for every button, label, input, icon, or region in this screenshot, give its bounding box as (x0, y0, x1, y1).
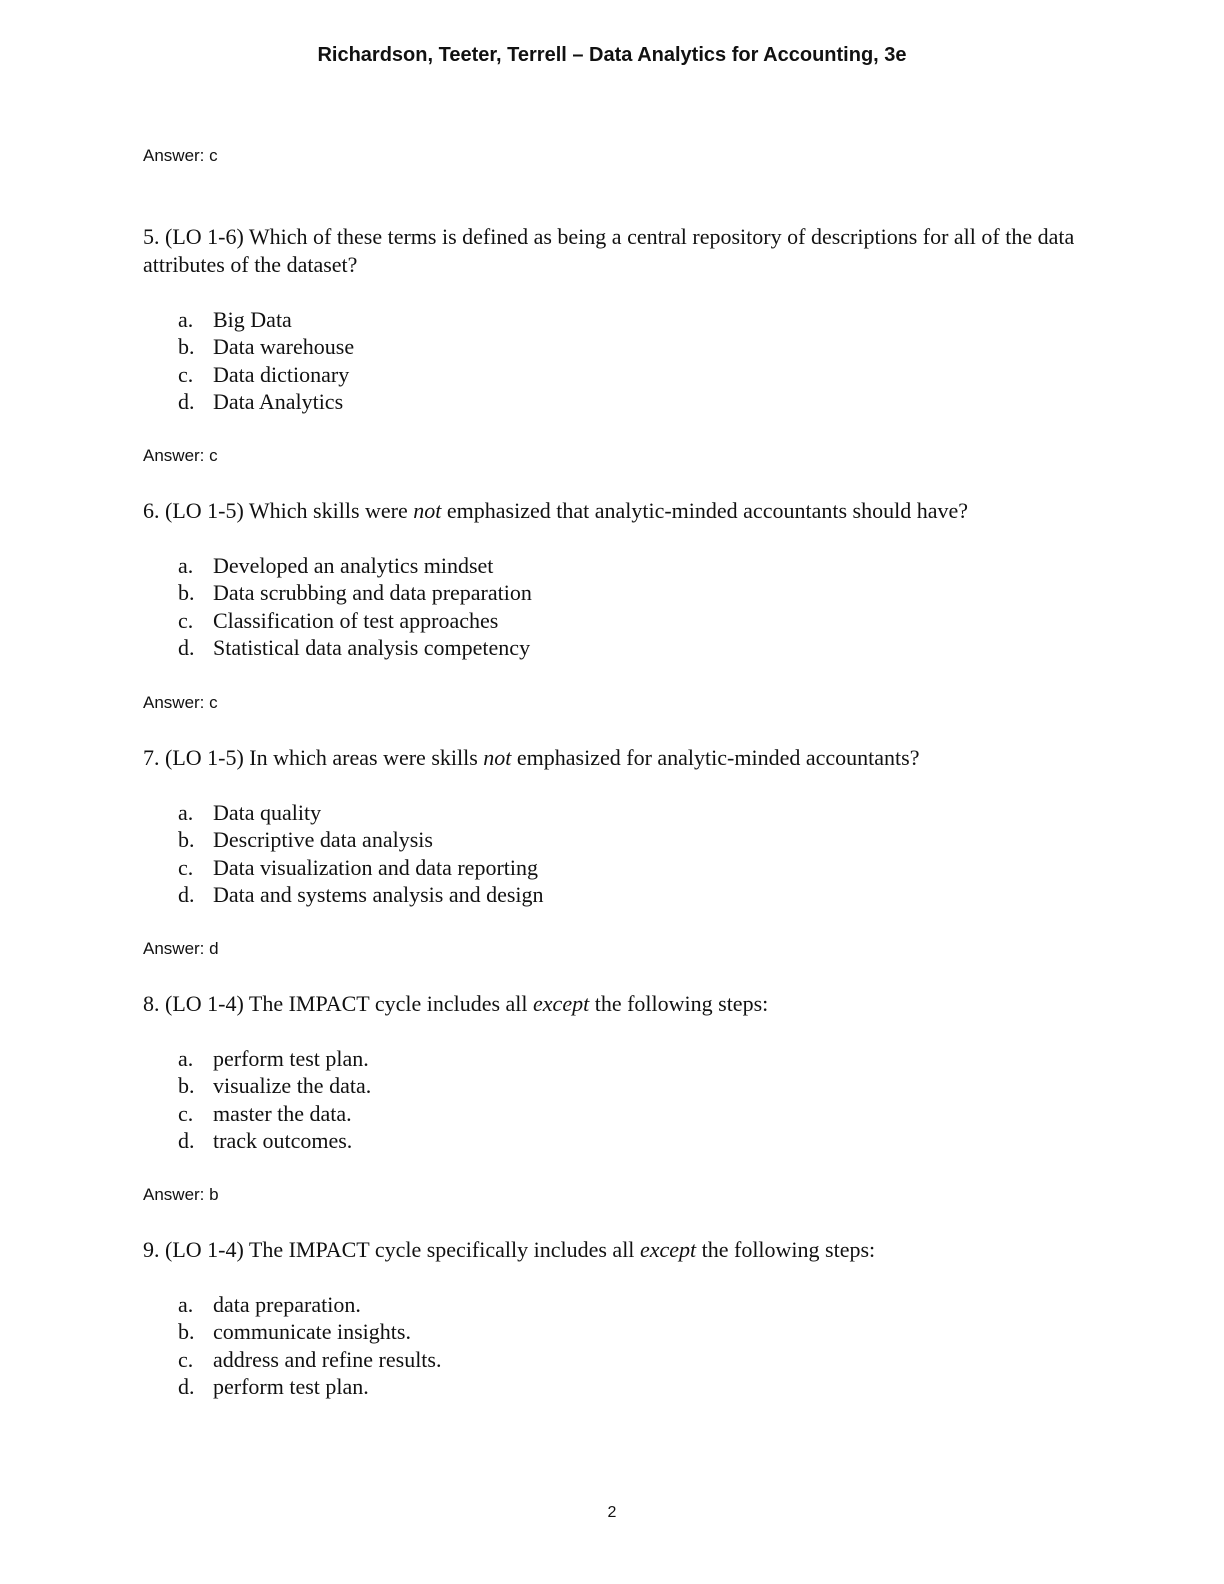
option-item (178, 361, 354, 388)
option-letter: b. (178, 827, 195, 853)
option-text: Data quality (213, 800, 322, 825)
option-text: address and refine results. (213, 1346, 442, 1372)
option-item (178, 1291, 441, 1318)
option-item (178, 881, 544, 908)
option-letter: c. (178, 1346, 194, 1372)
option-letter: d. (178, 1373, 195, 1399)
option-text: track outcomes. (213, 1127, 353, 1153)
option-item (178, 1072, 371, 1099)
option-letter: d. (178, 1127, 195, 1153)
option-item (178, 333, 354, 360)
option-item (178, 1100, 371, 1127)
option-item (178, 854, 544, 881)
option-item (178, 306, 354, 333)
question-6-options (178, 552, 532, 661)
option-item (178, 1373, 441, 1400)
question-emphasis: except (639, 1237, 697, 1262)
option-letter: a. (178, 307, 194, 332)
option-letter: c. (178, 607, 194, 633)
question-9-options (178, 1291, 441, 1400)
question-emphasis: not (483, 745, 512, 770)
option-text: Data scrubbing and data preparation (213, 580, 532, 606)
option-text: Statistical data analysis competency (213, 634, 531, 660)
question-text: the following steps: (696, 1237, 876, 1262)
question-8-options (178, 1045, 371, 1154)
option-text: Big Data (213, 307, 292, 332)
answer-line: Answer: c (143, 693, 218, 712)
question-text: 9. (LO 1-4) The IMPACT cycle specifically includes all (143, 1237, 640, 1262)
option-letter: c. (178, 1100, 194, 1126)
question-text: 6. (LO 1-5) Which skills were (143, 498, 414, 523)
option-text: Data and systems analysis and design (213, 881, 544, 907)
question-7-options (178, 799, 544, 908)
option-letter: d. (178, 881, 195, 907)
option-item (178, 1318, 441, 1345)
option-letter: d. (178, 634, 195, 660)
option-letter: a. (178, 1046, 194, 1071)
option-text: Data Analytics (213, 388, 344, 414)
option-letter: d. (178, 388, 195, 414)
question-7 (143, 744, 1078, 772)
option-text: Data dictionary (213, 361, 350, 387)
option-text: Developed an analytics mindset (213, 553, 494, 578)
question-9 (143, 1236, 1078, 1264)
answer-line: Answer: c (143, 446, 218, 465)
question-text: 7. (LO 1-5) In which areas were skills (143, 745, 484, 770)
question-6 (143, 497, 1078, 525)
option-text: Data warehouse (213, 334, 355, 360)
answer-line: Answer: d (143, 939, 219, 958)
option-text: Classification of test approaches (213, 607, 499, 633)
page-header-title: Richardson, Teeter, Terrell – Data Analytics for Accounting, 3e (317, 44, 907, 66)
answer-line: Answer: b (143, 1185, 219, 1204)
question-text: 5. (LO 1-6) Which of these terms is defined as being a central repository of descriptions for all of the data attributes of the dataset? (143, 224, 1075, 277)
page-number: 2 (607, 1504, 617, 1521)
option-letter: b. (178, 1073, 195, 1099)
option-letter: a. (178, 1292, 194, 1317)
option-text: data preparation. (213, 1292, 361, 1317)
question-text: emphasized for analytic-minded accountants? (511, 745, 920, 770)
option-text: visualize the data. (213, 1073, 372, 1099)
question-emphasis: not (413, 498, 442, 523)
option-letter: c. (178, 854, 194, 880)
option-item (178, 1127, 371, 1154)
option-text: master the data. (213, 1100, 352, 1126)
question-5 (143, 223, 1078, 279)
question-8 (143, 990, 1078, 1018)
option-text: perform test plan. (213, 1046, 369, 1071)
question-text: the following steps: (589, 991, 769, 1016)
option-item (178, 826, 544, 853)
option-text: communicate insights. (213, 1319, 411, 1345)
option-item (178, 579, 532, 606)
option-text: Descriptive data analysis (213, 827, 433, 853)
option-item (178, 552, 532, 579)
option-letter: b. (178, 580, 195, 606)
question-5-options (178, 306, 354, 415)
answer-line: Answer: c (143, 146, 218, 165)
question-text: 8. (LO 1-4) The IMPACT cycle includes all (143, 991, 534, 1016)
option-letter: a. (178, 800, 194, 825)
option-letter: b. (178, 334, 195, 360)
option-letter: a. (178, 553, 194, 578)
option-item (178, 1045, 371, 1072)
option-item (178, 388, 354, 415)
option-letter: b. (178, 1319, 195, 1345)
option-item (178, 634, 532, 661)
question-emphasis: except (533, 991, 590, 1016)
option-item (178, 607, 532, 634)
option-text: Data visualization and data reporting (213, 854, 538, 880)
question-text: emphasized that analytic-minded accountants should have? (441, 498, 968, 523)
option-item (178, 1346, 441, 1373)
option-text: perform test plan. (213, 1373, 369, 1399)
option-letter: c. (178, 361, 194, 387)
option-item (178, 799, 544, 826)
